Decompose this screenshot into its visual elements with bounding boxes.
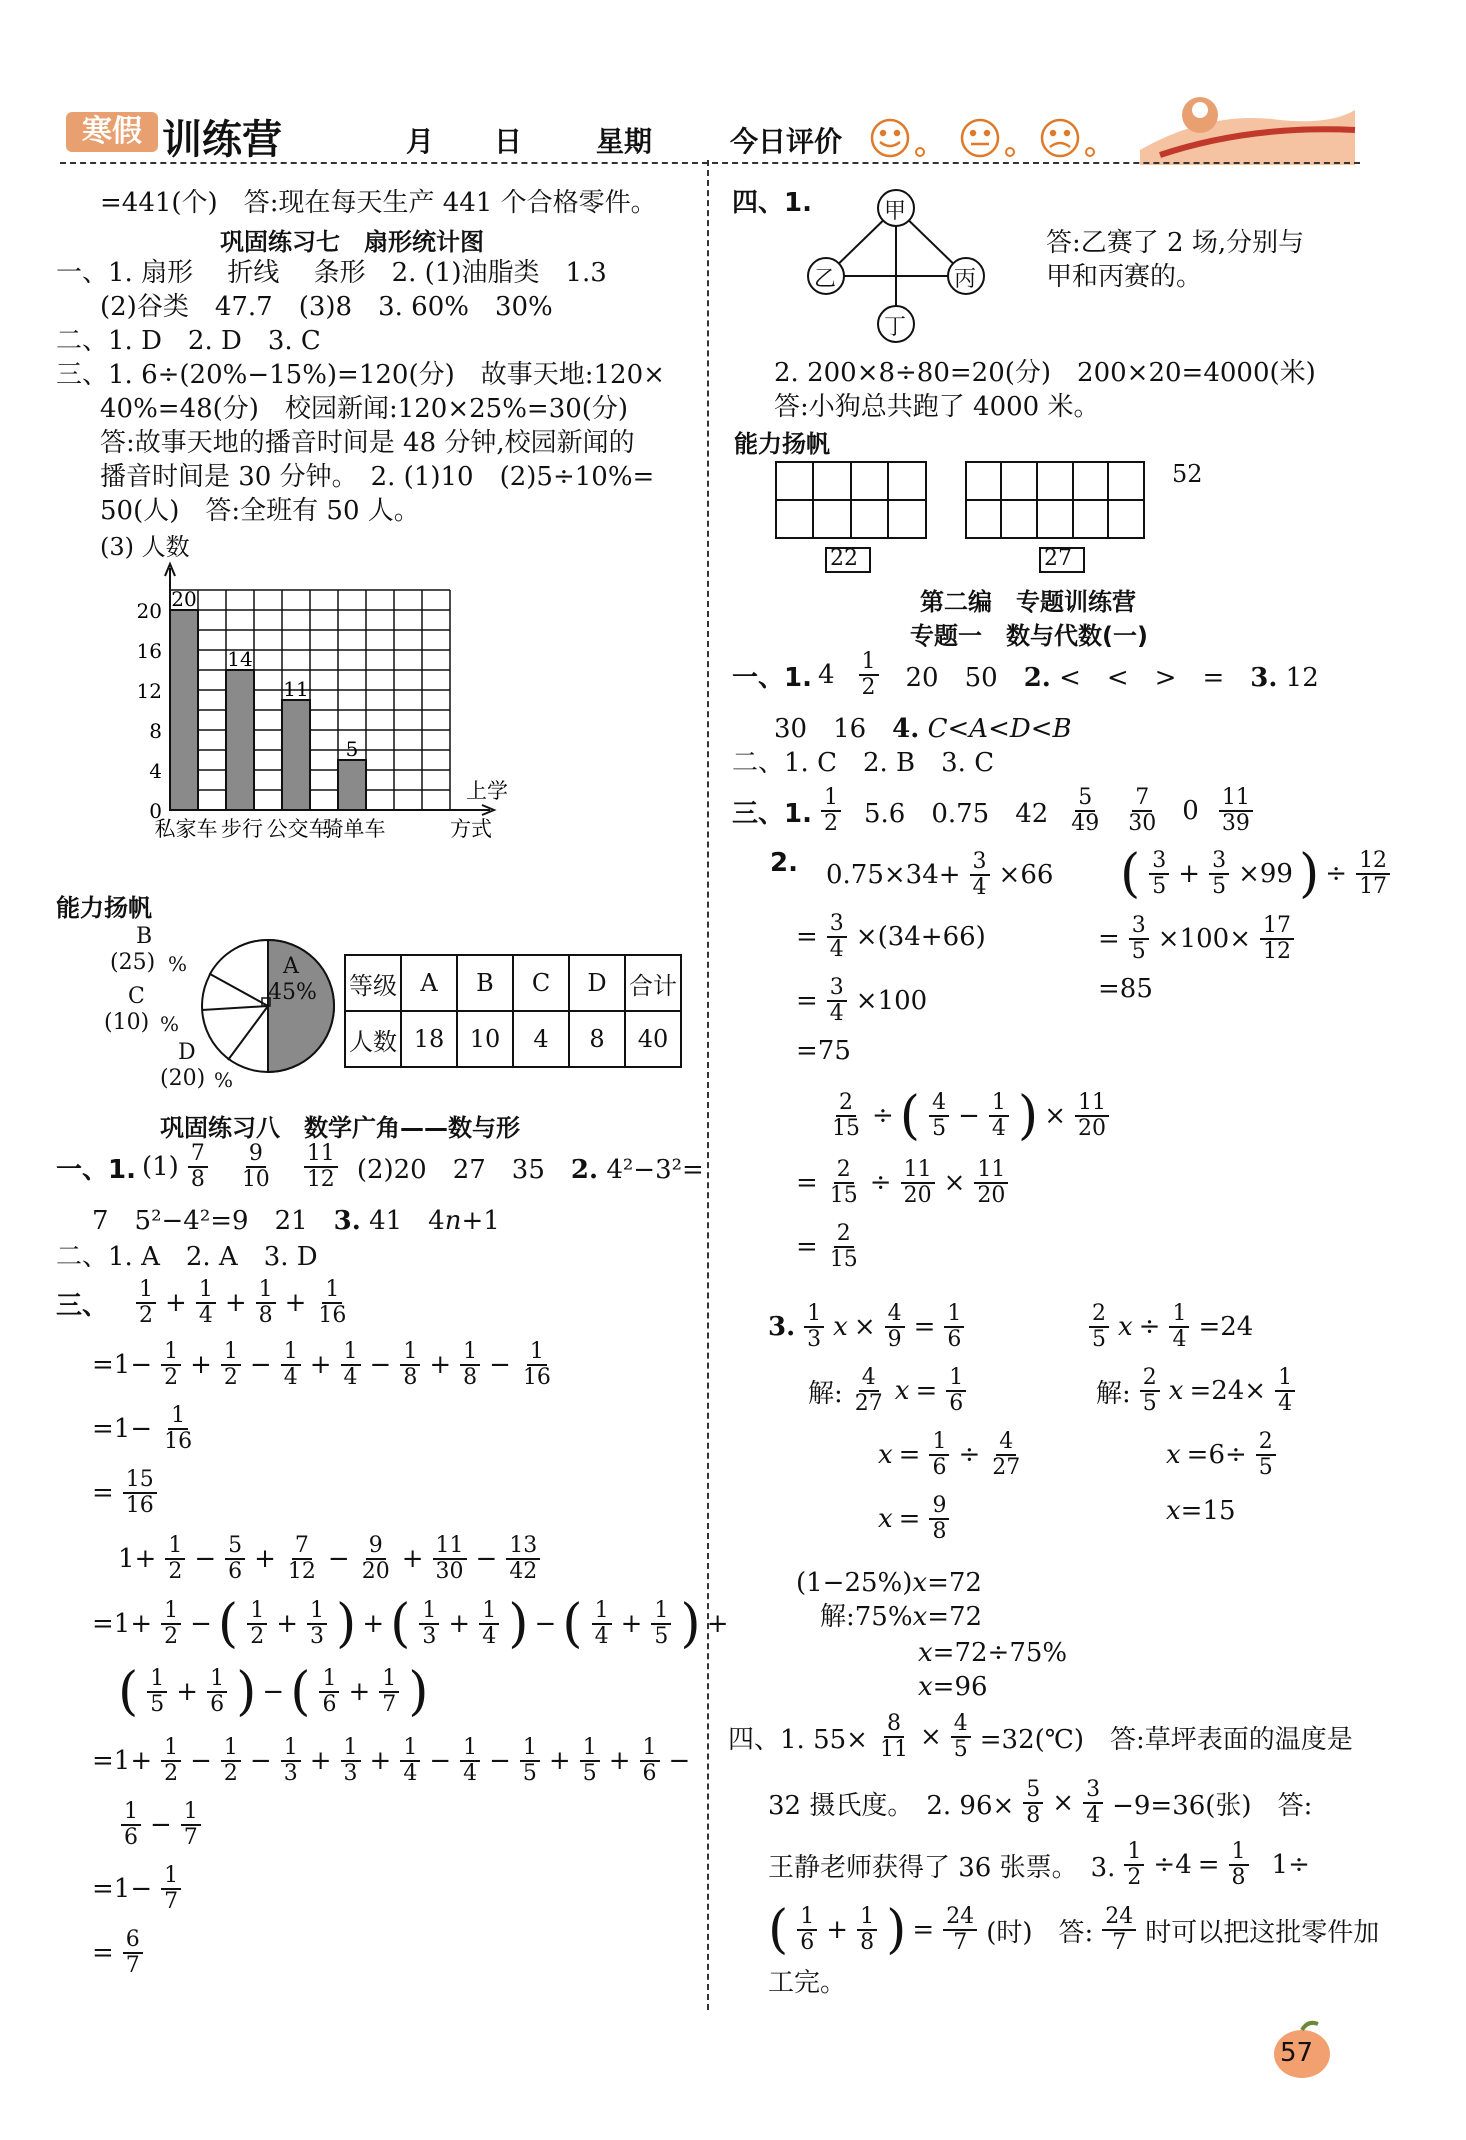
table-cell: 等级 bbox=[345, 955, 401, 1011]
topic1-title: 专题一 数与代数(一) bbox=[910, 622, 1148, 650]
s7-q1-line-b: (2)谷类 47.7 (3)8 3. 60% 30% bbox=[100, 292, 553, 322]
y-tick-label: 8 bbox=[149, 719, 162, 743]
x-axis-title-top: 上学 bbox=[466, 779, 508, 803]
team-yi: 乙 bbox=[814, 267, 837, 292]
bar bbox=[226, 670, 254, 810]
s8-q3-line-11: = $\frac{6}{7}$ bbox=[92, 1928, 146, 1978]
calc-b-2: = $\frac{3}{5}$ ×100× $\frac{17}{12}$ bbox=[1098, 914, 1297, 964]
r4-label: 四、1. bbox=[732, 188, 812, 218]
table-cell: C bbox=[513, 955, 569, 1011]
calc-b-1: ( $\frac{3}{5}$ + $\frac{3}{5}$ ×99 ) ÷ $\frac{12}{17}$ bbox=[1120, 848, 1393, 900]
eq-c-1: (1−25%)x=72 bbox=[796, 1568, 982, 1598]
s7-q2-line: 二、1. D 2. D 3. C bbox=[56, 326, 321, 356]
sled-illustration-icon bbox=[1130, 70, 1360, 170]
neutral-face-icon bbox=[962, 120, 998, 156]
calc-a-1: 0.75×34+ $\frac{3}{4}$ ×66 bbox=[826, 849, 1054, 900]
pie-value-d: (20) bbox=[160, 1066, 206, 1091]
calc-c-3: = $\frac{2}{15}$ bbox=[796, 1221, 858, 1272]
part2-title: 第二编 专题训练营 bbox=[920, 588, 1136, 616]
eq-b-2: 解: $\frac{2}{5}$ x =24× $\frac{1}{4}$ bbox=[1096, 1366, 1298, 1416]
pie-value-b: (25) bbox=[110, 950, 156, 975]
s7-q1-line-a: 一、1. 扇形 折线 条形 2. (1)油脂类 1.3 bbox=[56, 258, 607, 288]
y-tick-label: 12 bbox=[136, 679, 162, 703]
header-divider bbox=[60, 162, 1360, 164]
t1-q3-2-label: 2. bbox=[770, 848, 798, 878]
happy-face-icon bbox=[872, 120, 908, 156]
x-category-label: 骑单车 bbox=[322, 817, 386, 841]
r4-answer-1: 答:乙赛了 2 场,分别与 bbox=[1046, 228, 1305, 258]
s7-q3-line-c: 答:故事天地的播音时间是 48 分钟,校园新闻的 bbox=[100, 428, 635, 458]
left-ability-heading: 能力扬帆 bbox=[56, 894, 152, 922]
pie-pct-b: % bbox=[168, 952, 188, 976]
header-month: 月 bbox=[406, 125, 435, 158]
s8-q3-line-4: = $\frac{15}{16}$ bbox=[92, 1468, 160, 1518]
pie-label-a: A bbox=[283, 954, 299, 979]
calc-a-2: = $\frac{3}{4}$ ×(34+66) bbox=[796, 911, 986, 962]
team-bing: 丙 bbox=[954, 267, 977, 292]
calc-a-3: = $\frac{3}{4}$ ×100 bbox=[796, 975, 928, 1026]
table-cell: 4 bbox=[513, 1011, 569, 1067]
s8-q3-line-3: =1− $\frac{1}{16}$ bbox=[92, 1403, 193, 1454]
eq-b-3: x =6÷ $\frac{2}{5}$ bbox=[1166, 1430, 1279, 1480]
section-8-title: 巩固练习八 数学广角——数与形 bbox=[160, 1114, 520, 1142]
grid-answer-c: 52 bbox=[1172, 460, 1203, 488]
bar-value-label: 5 bbox=[345, 737, 359, 761]
x-category-label: 公交车 bbox=[266, 817, 330, 841]
table-cell: 10 bbox=[457, 1011, 513, 1067]
s8-q3-line-8: =1+ $\frac{1}{2}$ − $\frac{1}{2}$ − $\frac{1}{3}$ + $\frac{1}{3}$ + $\frac{1}{4}$ − $\frac{1}{4}$ − $\frac{1}{5}$ + $\frac{1}{5}$ + $\frac{1}{6}$ − bbox=[92, 1735, 691, 1786]
bar bbox=[170, 610, 198, 810]
r4-q2-answer: 答:小狗总共跑了 4000 米。 bbox=[774, 392, 1100, 422]
eq-c-4: x=96 bbox=[918, 1672, 988, 1702]
eq-a-2: 解: $\frac{4}{27}$ x = $\frac{1}{6}$ bbox=[808, 1366, 969, 1416]
eq-a-4: x = $\frac{9}{8}$ bbox=[878, 1494, 952, 1544]
r4-q2: 2. 200×8÷80=20(分) 200×20=4000(米) bbox=[774, 358, 1316, 388]
s7-q3-line-b: 40%=48(分) 校园新闻:120×25%=30(分) bbox=[100, 394, 629, 424]
grid-answer-a: 22 bbox=[830, 546, 858, 571]
t1-q4-line-2: 32 摄氏度。 2. 96× $\frac{5}{8}$ × $\frac{3}{4}$ −9=36(张) 答: bbox=[768, 1777, 1313, 1828]
calc-c-2: = $\frac{2}{15}$ ÷ $\frac{11}{20}$ × $\frac{11}{20}$ bbox=[796, 1158, 1011, 1208]
header-eval: 今日评价 bbox=[730, 125, 843, 158]
s8-q3-line-5: 1+ $\frac{1}{2}$ − $\frac{5}{6}$ + $\frac{7}{12}$ − $\frac{9}{20}$ + $\frac{11}{30}$ − $\frac{13}{42}$ bbox=[118, 1534, 543, 1584]
x-category-label: 私家车 bbox=[154, 817, 218, 841]
t1-q1-line-b: 30 16 4. C<A<D<B bbox=[774, 714, 1072, 744]
bar bbox=[338, 760, 366, 810]
s8-q3-line-9: $\frac{1}{6}$ − $\frac{1}{7}$ bbox=[118, 1800, 204, 1850]
pie-label-c: C bbox=[128, 984, 145, 1009]
s8-q1-line: 一、1. (1) $\frac{7}{8}$ $\frac{9}{10}$ $\frac{11}{12}$ (2)20 27 35 2. 4²−3²= bbox=[56, 1141, 704, 1192]
column-divider bbox=[707, 160, 709, 2010]
pie-value-c: (10) bbox=[104, 1010, 150, 1035]
pie-slice-a bbox=[268, 940, 334, 1072]
x-axis-title-bottom: 方式 bbox=[450, 817, 492, 841]
page-number: 57 bbox=[1280, 2038, 1314, 2068]
t1-q4-line-1: 四、1. 55× $\frac{8}{11}$ × $\frac{4}{5}$ =32(℃) 答:草坪表面的温度是 bbox=[728, 1711, 1353, 1762]
sad-face-icon bbox=[1042, 120, 1078, 156]
table-cell: 40 bbox=[625, 1011, 681, 1067]
team-ding: 丁 bbox=[884, 315, 907, 340]
t1-q4-line-5: 工完。 bbox=[768, 1968, 847, 1998]
s7-q3-line-e: 50(人) 答:全班有 50 人。 bbox=[100, 496, 420, 526]
s7-q3-line-d: 播音时间是 30 分钟。 2. (1)10 (2)5÷10%= bbox=[100, 462, 655, 492]
x-category-label: 步行 bbox=[221, 817, 263, 841]
t1-q3-line: 三、1. $\frac{1}{2}$ 5.6 0.75 42 $\frac{5}{49}$ $\frac{7}{30}$ 0 $\frac{11}{39}$ bbox=[732, 786, 1256, 836]
table-cell: 人数 bbox=[345, 1011, 401, 1067]
s7-q3-line-f: (3) 人数 bbox=[100, 533, 190, 561]
eq-a-3: x = $\frac{1}{6}$ ÷ $\frac{4}{27}$ bbox=[878, 1429, 1021, 1480]
y-tick-label: 4 bbox=[149, 759, 162, 783]
y-tick-label: 20 bbox=[136, 599, 162, 623]
pie-label-d: D bbox=[178, 1040, 196, 1065]
header-title: 训练营 bbox=[162, 117, 282, 163]
table-cell: B bbox=[457, 955, 513, 1011]
calc-a-4: =75 bbox=[796, 1036, 851, 1066]
pie-value-a: 45% bbox=[268, 980, 317, 1005]
s8-q3-line-2: =1− $\frac{1}{2}$ + $\frac{1}{2}$ − $\frac{1}{4}$ + $\frac{1}{4}$ − $\frac{1}{8}$ + $\frac{1}{8}$ − $\frac{1}{16}$ bbox=[92, 1339, 551, 1390]
table-row bbox=[345, 955, 681, 1011]
y-tick-label: 16 bbox=[136, 639, 162, 663]
team-jia: 甲 bbox=[884, 199, 907, 224]
table-cell: 18 bbox=[401, 1011, 457, 1067]
table-cell: D bbox=[569, 955, 625, 1011]
eq-a-1: 3. $\frac{1}{3}$ x × $\frac{4}{9}$ = $\frac{1}{6}$ bbox=[768, 1302, 967, 1352]
s8-q3-line-1: 三、 $\frac{1}{2}$ + $\frac{1}{4}$ + $\frac{1}{8}$ + $\frac{1}{16}$ bbox=[56, 1277, 347, 1328]
calc-b-3: =85 bbox=[1098, 974, 1153, 1004]
bar-value-label: 11 bbox=[283, 677, 309, 701]
bar-value-label: 14 bbox=[227, 647, 253, 671]
eq-b-4: x=15 bbox=[1166, 1496, 1236, 1526]
bar-value-label: 20 bbox=[171, 587, 197, 611]
t1-q4-line-4: ( $\frac{1}{6}$ + $\frac{1}{8}$ ) = $\frac{24}{7}$ (时) 答: $\frac{24}{7}$ 时可以把这批零件加 bbox=[768, 1900, 1380, 1960]
face-icons bbox=[868, 116, 1108, 160]
s8-q2-line: 二、1. A 2. A 3. D bbox=[56, 1242, 318, 1272]
header-day: 日 bbox=[494, 125, 523, 158]
left-line-1: =441(个) 答:现在每天生产 441 个合格零件。 bbox=[100, 188, 657, 218]
header-weekday: 星期 bbox=[596, 125, 653, 158]
y-tick-label: 0 bbox=[149, 799, 162, 823]
t1-q2-line: 二、1. C 2. B 3. C bbox=[732, 748, 995, 778]
header-badge: 寒假 bbox=[66, 112, 158, 152]
t1-q1-line: 一、1. 4 $\frac{1}{2}$ 20 50 2. < < > = 3. 12 bbox=[732, 649, 1319, 700]
r4-answer-2: 甲和丙赛的。 bbox=[1046, 262, 1203, 292]
s8-q3-line-6: =1+ $\frac{1}{2}$ − ( $\frac{1}{2}$ + $\frac{1}{3}$ ) + ( $\frac{1}{3}$ + $\frac{1}{4}$ ) − ( $\frac{1}{4}$ + $\frac{1}{5}$ ) + bbox=[92, 1594, 729, 1654]
eq-c-2: 解:75%x=72 bbox=[820, 1602, 983, 1632]
grade-table bbox=[344, 954, 682, 1068]
pie-label-b: B bbox=[136, 924, 153, 949]
grid-answer-b: 27 bbox=[1044, 546, 1072, 571]
table-cell: 8 bbox=[569, 1011, 625, 1067]
right-ability-heading: 能力扬帆 bbox=[734, 430, 830, 458]
s8-q3-line-10: =1− $\frac{1}{7}$ bbox=[92, 1864, 184, 1914]
section-7-title: 巩固练习七 扇形统计图 bbox=[220, 228, 484, 256]
pie-pct-d: % bbox=[214, 1068, 234, 1092]
pie-pct-c: % bbox=[160, 1012, 180, 1036]
t1-q4-line-3: 王静老师获得了 36 张票。 3. $\frac{1}{2}$ ÷4 = $\frac{1}{8}$ 1÷ bbox=[768, 1839, 1310, 1890]
calc-c-1: $\frac{2}{15}$ ÷ ( $\frac{4}{5}$ − $\frac{1}{4}$ ) × $\frac{11}{20}$ bbox=[826, 1090, 1112, 1142]
s8-q3-line-7: ( $\frac{1}{5}$ + $\frac{1}{6}$ ) − ( $\frac{1}{6}$ + $\frac{1}{7}$ ) bbox=[118, 1662, 429, 1722]
table-cell: A bbox=[401, 955, 457, 1011]
eq-b-1: $\frac{2}{5}$ x ÷ $\frac{1}{4}$ =24 bbox=[1086, 1302, 1253, 1352]
table-cell: 合计 bbox=[625, 955, 681, 1011]
table-row bbox=[345, 1011, 681, 1067]
bar-chart bbox=[120, 560, 590, 880]
s8-q1-line-b: 7 5²−4²=9 21 3. 41 4n+1 bbox=[92, 1206, 500, 1236]
s7-q3-line-a: 三、1. 6÷(20%−15%)=120(分) 故事天地:120× bbox=[56, 360, 665, 390]
bar bbox=[282, 700, 310, 810]
eq-c-3: x=72÷75% bbox=[918, 1638, 1068, 1668]
